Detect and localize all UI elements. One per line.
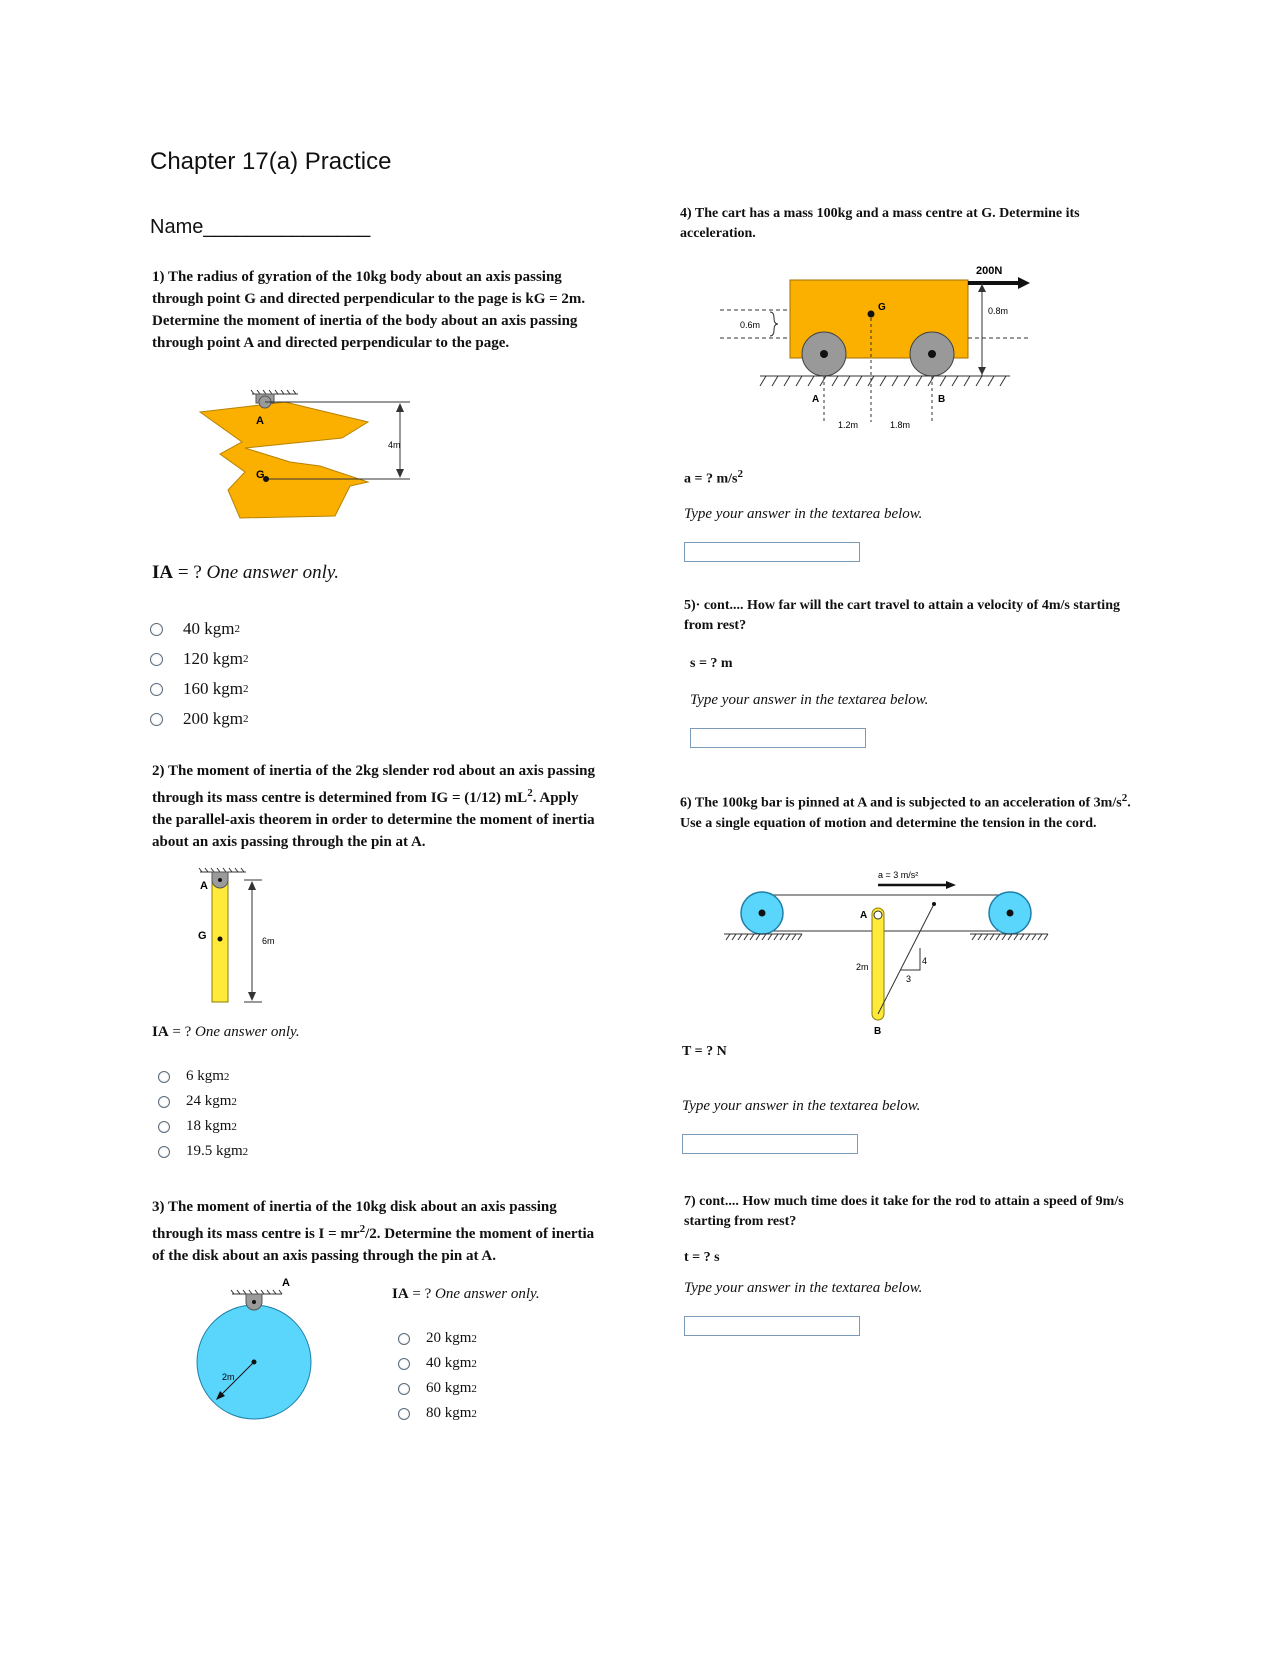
q3-options [398,1326,477,1426]
q2-options [158,1064,248,1164]
q1-ceiling-hatch [251,390,298,394]
q3-prompt-note: One answer only. [435,1286,540,1302]
name-field-label: Name_______________ [150,216,371,238]
radio-button[interactable] [398,1383,410,1395]
q4-answer-input[interactable] [684,542,860,562]
q1-option-1[interactable] [150,614,248,644]
option-label: 40 kgm [426,1355,472,1371]
q1-prompt-symbol: IA [152,562,174,583]
q3-prompt-equals: = ? [408,1286,436,1302]
q5-answer-input[interactable] [690,728,866,748]
q3-option-4[interactable] [398,1401,477,1426]
q6-dim-label: 2m [856,962,869,972]
q6-pin-a [874,911,882,919]
q4-label-a: A [812,394,820,405]
question-6-text [680,788,1140,834]
q4-label-d1: 1.2m [838,420,859,430]
page-title: Chapter 17(a) Practice [150,148,392,175]
option-exponent: 2 [231,1095,237,1108]
radio-button[interactable] [398,1408,410,1420]
q2-prompt [152,1024,300,1041]
radio-button[interactable] [158,1096,170,1108]
radio-button[interactable] [158,1121,170,1133]
q1-irregular-body [200,402,368,518]
option-label: 18 kgm [186,1118,232,1134]
option-label: 80 kgm [426,1405,472,1421]
radio-button[interactable] [150,683,163,696]
q1-prompt [152,562,339,584]
q6-label-b: B [874,1026,882,1037]
q2-prompt-note: One answer only. [195,1024,300,1040]
q1-prompt-equals: = ? [173,562,207,583]
q6-accel-label: a = 3 m/s² [878,870,919,880]
q6-slope-horizontal: 3 [906,974,912,984]
option-exponent: 2 [231,1120,237,1133]
q4-point-g [868,311,875,318]
option-exponent: 2 [471,1332,477,1345]
q3-prompt-symbol: IA [392,1286,409,1302]
q7-answer-input[interactable] [684,1316,860,1336]
q1-label-g: G [256,469,265,481]
q4-answer-exponent: 2 [737,468,743,480]
q3-option-2[interactable] [398,1351,477,1376]
q3-option-3[interactable] [398,1376,477,1401]
radio-button[interactable] [150,623,163,636]
q1-figure [190,390,440,540]
q6-text-exponent: 2 [1121,792,1128,804]
radio-button[interactable] [158,1146,170,1158]
option-label: 40 kgm [183,619,235,638]
q1-dim-label: 4m [388,440,401,450]
q2-option-3[interactable] [158,1114,248,1139]
q6-label-a: A [860,910,868,921]
option-label: 6 kgm [186,1068,224,1084]
q5-answer-label: s = ? m [690,656,733,671]
option-exponent: 2 [234,623,240,635]
option-exponent: 2 [242,653,249,665]
option-exponent: 2 [471,1357,477,1370]
q5-hint: Type your answer in the textarea below. [690,692,929,708]
q2-option-1[interactable] [158,1064,248,1089]
q4-answer-label [684,468,743,488]
q6-answer-label: T = ? N [682,1044,727,1059]
q3-text-part-2: /2. Determine the moment of inertia of the disk about an axis passing through the pin at A. [152,1226,595,1264]
q3-text-exponent: 2 [359,1223,366,1235]
q2-dim-label: 6m [262,936,275,946]
q3-text-part-1: 3) The moment of inertia of the 10kg disk about an axis passing through its mass centre is I = mr [152,1199,557,1242]
question-4-text: 4) The cart has a mass 100kg and a mass centre at G. Determine its acceleration. [680,206,1080,241]
question-1-text: 1) The radius of gyration of the 10kg body about an axis passing through point G and directed perpendicular to the page is kG = 2m. Determine the moment of inertia of the body about an axis passing through point A and directed perpendicular to the page. [152,269,586,351]
q1-option-3[interactable] [150,674,248,704]
q6-text-part-1: 6) The 100kg bar is pinned at A and is subjected to an acceleration of 3m/s [680,795,1122,811]
option-exponent: 2 [242,1145,249,1158]
q3-figure [190,1276,330,1426]
q2-option-2[interactable] [158,1089,248,1114]
q3-label-a: A [282,1277,290,1289]
option-exponent: 2 [471,1407,477,1420]
q6-slope-vertical: 4 [922,956,928,966]
q4-label-h2: 0.6m [740,320,761,330]
option-label: 200 kgm [183,709,243,728]
radio-button[interactable] [158,1071,170,1083]
q1-label-a: A [256,415,264,427]
q4-label-g: G [878,302,886,313]
q4-ground-hatch [760,376,1006,386]
q4-answer-text: a = ? m/s [684,471,738,487]
q2-text-part-2: . Apply the parallel-axis theorem in order to determine the moment of inertia about an axis passing through the pin at A. [152,790,595,850]
option-exponent: 2 [223,1070,230,1083]
q1-options [150,614,248,734]
question-5-text: 5)· cont.... How far will the cart travel to attain a velocity of 4m/s starting from rest? [684,598,1120,633]
q4-hint: Type your answer in the textarea below. [684,506,923,522]
q6-bar [872,908,884,1020]
option-exponent: 2 [242,713,249,725]
option-label: 20 kgm [426,1330,472,1346]
q2-label-a: A [200,880,208,892]
q7-hint: Type your answer in the textarea below. [684,1280,923,1296]
q4-figure [720,262,1050,452]
q1-prompt-note: One answer only. [206,562,339,583]
q4-label-d2: 1.8m [890,420,911,430]
q7-answer-label: t = ? s [684,1250,720,1265]
q6-answer-input[interactable] [682,1134,858,1154]
q2-prompt-symbol: IA [152,1024,169,1040]
q1-option-2[interactable] [150,644,248,674]
radio-button[interactable] [150,713,163,726]
radio-button[interactable] [398,1333,410,1345]
q2-label-g: G [198,930,207,942]
q2-point-g [218,937,223,942]
option-label: 19.5 kgm [186,1143,243,1159]
option-label: 120 kgm [183,649,243,668]
radio-button[interactable] [398,1358,410,1370]
question-3-text [152,1196,602,1267]
q2-option-4[interactable] [158,1139,248,1164]
q3-dim-label: 2m [222,1372,235,1382]
q2-figure [190,866,300,1006]
q3-option-1[interactable] [398,1326,477,1351]
q6-figure [722,870,1052,1037]
option-label: 60 kgm [426,1380,472,1396]
q2-text-part-1: 2) The moment of inertia of the 2kg slender rod about an axis passing through its mass centre is determined from IG = (1/12) mL [152,763,595,806]
option-label: 160 kgm [183,679,243,698]
q6-text-part-2: . Use a single equation of motion and determine the tension in the cord. [680,795,1131,831]
q2-text-exponent: 2 [527,787,533,799]
radio-button[interactable] [150,653,163,666]
question-2-text [152,760,598,853]
option-label: 24 kgm [186,1093,232,1109]
option-exponent: 2 [242,683,249,695]
q4-dim-h2 [770,312,778,336]
q4-force-label: 200N [976,265,1003,277]
q3-prompt [392,1286,540,1303]
option-exponent: 2 [471,1382,477,1395]
q4-label-b: B [938,394,946,405]
q4-label-h1: 0.8m [988,306,1009,316]
q6-hint: Type your answer in the textarea below. [682,1098,921,1114]
q2-prompt-equals: = ? [168,1024,196,1040]
q1-option-4[interactable] [150,704,248,734]
question-7-text: 7) cont.... How much time does it take for the rod to attain a speed of 9m/s starting from rest? [684,1194,1124,1229]
